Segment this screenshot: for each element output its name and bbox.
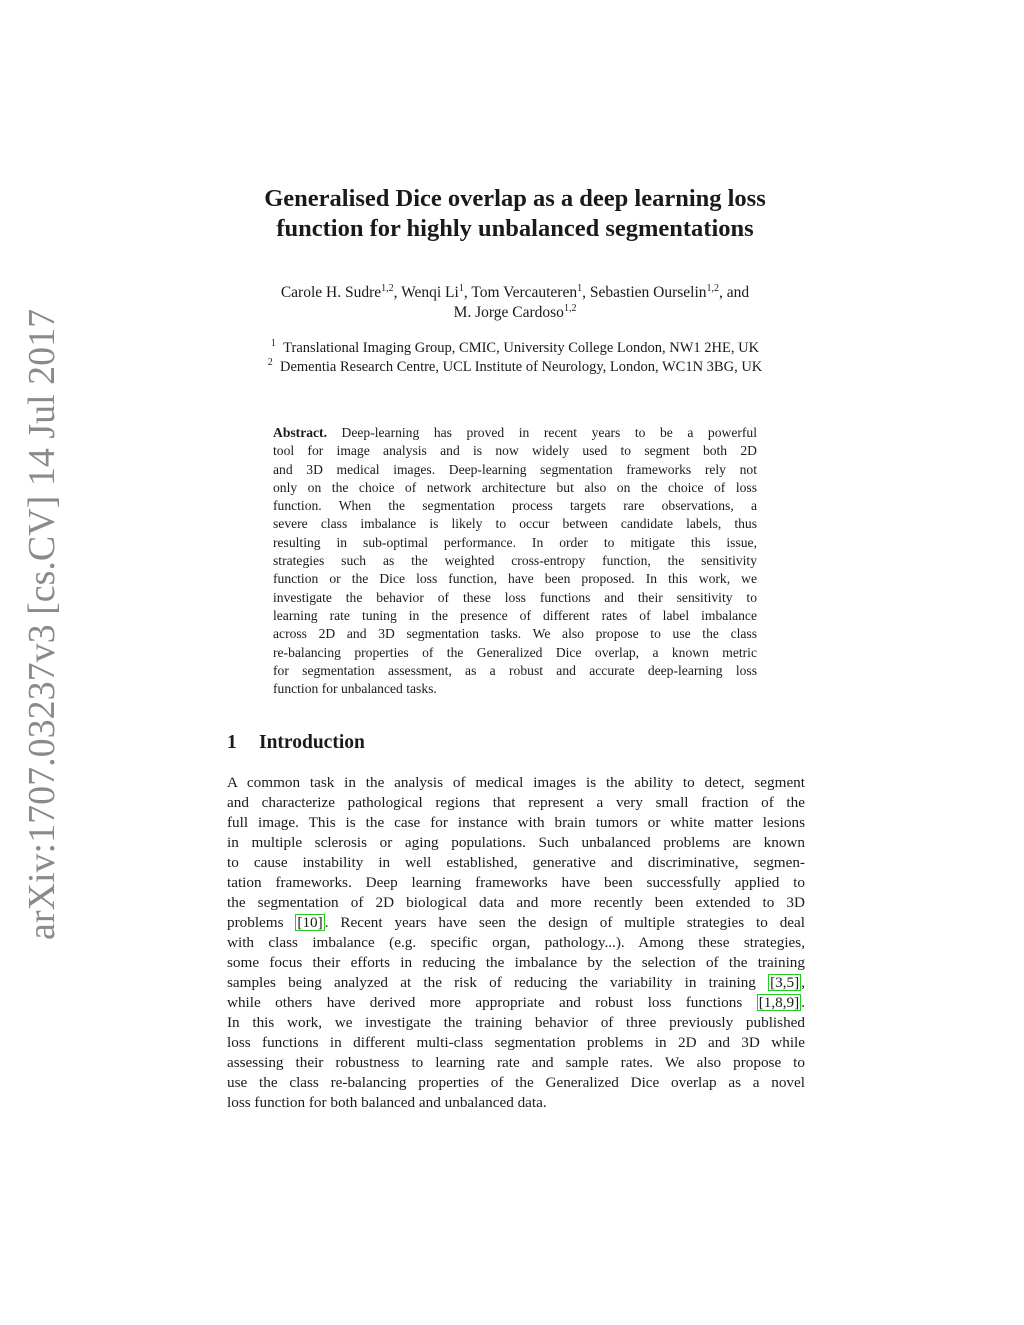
citation-link[interactable]: [10] — [297, 914, 323, 931]
abstract-text: Deep-learning has proved in recent years to be a powerful — [341, 425, 757, 440]
abstract-line: strategies such as the weighted cross-entropy function, the sensitivity — [273, 553, 757, 569]
author-separator: , — [393, 284, 402, 301]
body-line: loss function for both balanced and unbalanced data. — [227, 1094, 547, 1111]
abstract-line: re-balancing properties of the Generalized Dice overlap, a known metric — [273, 644, 757, 660]
author-separator: , — [582, 284, 590, 301]
body-text: , — [801, 974, 805, 991]
author-list — [200, 283, 830, 323]
body-line: and characterize pathological regions that represent a very small fraction of the — [227, 794, 805, 811]
author-separator: , and — [719, 284, 750, 301]
abstract-label: Abstract. — [273, 425, 327, 440]
affiliations — [200, 339, 830, 377]
body-line — [227, 913, 805, 933]
author-name: Wenqi Li — [401, 284, 459, 301]
body-line: in multiple sclerosis or aging populations. Such unbalanced problems are known — [227, 834, 805, 851]
affiliation-1 — [200, 339, 830, 358]
affiliation-marker: 1 — [270, 338, 276, 349]
abstract-line: only on the choice of network architecture but also on the choice of loss — [273, 479, 757, 495]
body-line: full image. This is the case for instance with brain tumors or white matter lesions — [227, 814, 805, 831]
author-affil-marker: 1 — [458, 283, 464, 294]
abstract-line: and 3D medical images. Deep-learning segmentation frameworks rely not — [273, 461, 757, 477]
author-separator: , — [463, 284, 472, 301]
body-line: to cause instability in well established, generative and discriminative, segmen- — [227, 854, 805, 871]
body-line: assessing their robustness to learning rate and sample rates. We also propose to — [227, 1054, 805, 1071]
body-text: problems — [227, 914, 296, 931]
title-line-1: Generalised Dice overlap as a deep learning loss — [264, 185, 766, 212]
affiliation-marker: 2 — [267, 357, 273, 368]
body-text: while others have derived more appropriate and robust loss functions — [227, 994, 757, 1011]
citation-link[interactable]: [3,5] — [770, 974, 800, 991]
body-text: samples being analyzed at the risk of reducing the variability in training — [227, 974, 769, 991]
body-line: some focus their efforts in reducing the imbalance by the selection of the training — [227, 954, 805, 971]
paper-title — [190, 184, 840, 244]
section-heading — [227, 730, 365, 756]
section-title: Introduction — [259, 732, 365, 753]
body-line: with class imbalance (e.g. specific organ, pathology...). Among these strategies, — [227, 934, 805, 951]
abstract-line: function or the Dice loss function, have been proposed. In this work, we — [273, 571, 757, 587]
body-text: . — [801, 994, 805, 1011]
affiliation-text: Dementia Research Centre, UCL Institute of Neurology, London, WC1N 3BG, UK — [279, 359, 763, 375]
body-line: A common task in the analysis of medical images is the ability to detect, segment — [227, 774, 805, 791]
body-line — [227, 973, 805, 993]
title-line-2: function for highly unbalanced segmentations — [276, 215, 754, 242]
body-line — [227, 993, 805, 1013]
affiliation-2 — [200, 358, 830, 377]
abstract-line: across 2D and 3D segmentation tasks. We also propose to use the class — [273, 626, 757, 642]
abstract-line: resulting in sub-optimal performance. In order to mitigate this issue, — [273, 534, 757, 550]
author-name: Tom Vercauteren — [471, 284, 578, 301]
author-affil-marker: 1,2 — [381, 283, 394, 294]
author-name: M. Jorge Cardoso — [453, 304, 564, 321]
author-name: Carole H. Sudre — [280, 284, 382, 301]
abstract-line: severe class imbalance is likely to occur between candidate labels, thus — [273, 516, 757, 532]
abstract-line: for segmentation assessment, as a robust and accurate deep-learning loss — [273, 662, 757, 678]
arxiv-identifier-stamp: arXiv:1707.03237v3 [cs.CV] 14 Jul 2017 — [21, 308, 63, 940]
abstract-line: investigate the behavior of these loss functions and their sensitivity to — [273, 589, 757, 605]
body-line: In this work, we investigate the training behavior of three previously published — [227, 1014, 805, 1031]
body-line: loss functions in different multi-class segmentation problems in 2D and 3D while — [227, 1034, 805, 1051]
body-line: tation frameworks. Deep learning frameworks have been successfully applied to — [227, 874, 805, 891]
body-text: . Recent years have seen the design of multiple strategies to deal — [324, 914, 805, 931]
body-line: use the class re-balancing properties of the Generalized Dice overlap as a novel — [227, 1074, 805, 1091]
affiliation-text: Translational Imaging Group, CMIC, University College London, NW1 2HE, UK — [283, 340, 760, 356]
abstract — [273, 424, 757, 698]
author-name: Sebastien Ourselin — [589, 284, 707, 301]
body-line: the segmentation of 2D biological data and more recently been extended to 3D — [227, 894, 805, 911]
section-number: 1 — [227, 732, 237, 753]
introduction-body — [227, 773, 805, 1113]
author-affil-marker: 1,2 — [563, 303, 577, 314]
citation-link[interactable]: [1,8,9] — [758, 994, 800, 1011]
abstract-line: function. When the segmentation process targets rare observations, a — [273, 498, 757, 514]
abstract-line: tool for image analysis and is now widely used to segment both 2D — [273, 443, 757, 459]
author-affil-marker: 1,2 — [706, 283, 720, 294]
abstract-line — [273, 424, 757, 442]
abstract-line: learning rate tuning in the presence of different rates of label imbalance — [273, 607, 757, 623]
abstract-line: function for unbalanced tasks. — [273, 681, 437, 697]
author-affil-marker: 1 — [577, 283, 583, 294]
